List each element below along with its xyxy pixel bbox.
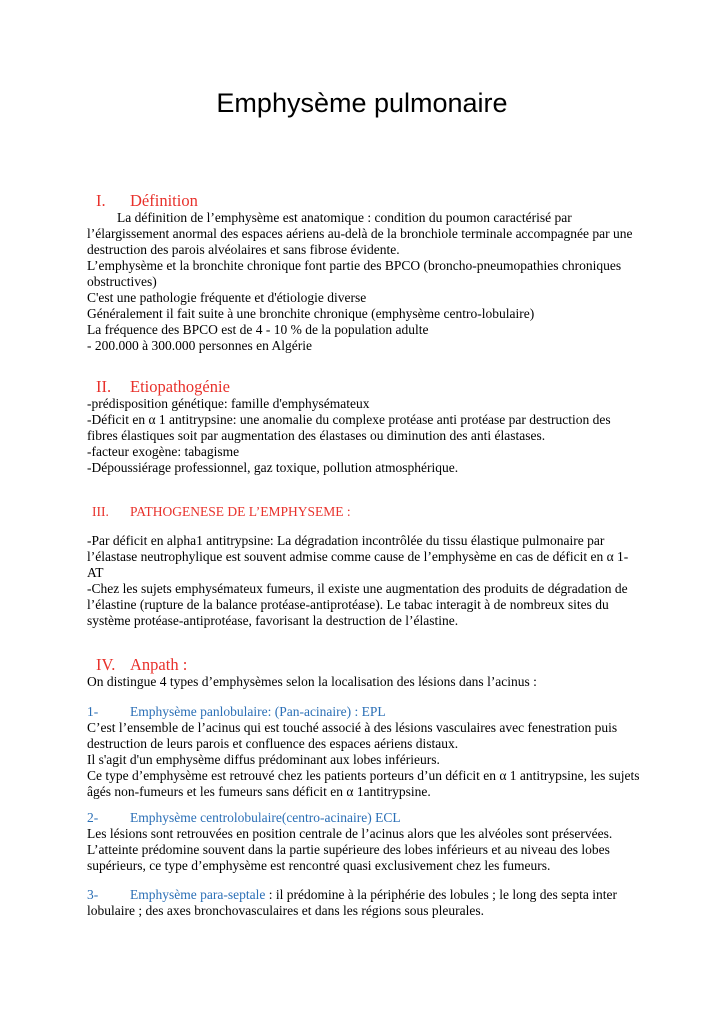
paragraph-line: lobulaire ; des axes bronchovasculaires et dans les régions sous pleurales. (87, 903, 485, 918)
section-number: III. (92, 504, 109, 519)
section-title: Anpath : (130, 655, 188, 674)
section-heading-anpath (96, 655, 187, 675)
anpath-intro (87, 674, 647, 690)
paragraph-line: l’élargissement anormal des espaces aériens au-delà de la bronchiole terminale accompagnée par une (87, 226, 633, 241)
paragraph-line: système protéase-antiprotéase, favorisant la destruction de l’élastine. (87, 613, 459, 628)
paragraph-line: obstructives) (87, 274, 157, 289)
section-body-etiopathogenie (87, 396, 647, 476)
paragraph-line: Il s'agit d'un emphysème diffus prédominant aux lobes inférieurs. (87, 752, 440, 767)
anpath-type-paraseptale (87, 887, 647, 919)
paragraph-line: l’élastase neutrophylique est souvent admise comme cause de l’emphysème en cas de déficit en α 1- (87, 549, 629, 564)
subheading-number: 1- (87, 704, 99, 719)
anpath-type-panlobulaire (87, 704, 647, 800)
subheading-number: 3- (87, 887, 99, 902)
paragraph-line: C'est une pathologie fréquente et d'étiologie diverse (87, 290, 367, 305)
section-heading-pathogenese (92, 504, 351, 520)
paragraph-line: l’élastine (rupture de la balance protéase-antiprotéase). Le tabac interagit à de nombreux sites du (87, 597, 609, 612)
paragraph-line: fibres élastiques soit par augmentation des élastases ou diminution des anti élastases. (87, 428, 546, 443)
section-title: Etiopathogénie (130, 377, 230, 396)
subheading-number: 2- (87, 810, 99, 825)
paragraph-line: - 200.000 à 300.000 personnes en Algérie (87, 338, 312, 353)
subheading-centrolobulaire (87, 810, 647, 826)
paragraph-line: AT (87, 565, 104, 580)
anpath-type-centrolobulaire (87, 810, 647, 874)
section-title: Définition (130, 191, 198, 210)
section-heading-definition (96, 191, 198, 211)
paragraph-line: -Déficit en α 1 antitrypsine: une anomalie du complexe protéase anti protéase par destruction des (87, 412, 611, 427)
paragraph-line: C’est l’ensemble de l’acinus qui est touché associé à des lésions vasculaires avec fenestration puis (87, 720, 618, 735)
paragraph-line: -Par déficit en alpha1 antitrypsine: La dégradation incontrôlée du tissu élastique pulmonaire par (87, 533, 605, 548)
subheading-title: Emphysème centrolobulaire(centro-acinaire) ECL (130, 810, 401, 825)
paragraph-line: -Chez les sujets emphysémateux fumeurs, il existe une augmentation des produits de dégradation de (87, 581, 628, 596)
paragraph-line: -prédisposition génétique: famille d'emphysémateux (87, 396, 370, 411)
paragraph-line: Généralement il fait suite à une bronchite chronique (emphysème centro-lobulaire) (87, 306, 535, 321)
subheading-continuation: : il prédomine à la périphérie des lobules ; le long des septa inter (265, 887, 617, 902)
section-number: I. (96, 191, 106, 210)
paragraph-line: L’emphysème et la bronchite chronique font partie des BPCO (broncho-pneumopathies chroniques (87, 258, 622, 273)
section-body-definition (87, 210, 647, 354)
document-title: Emphysème pulmonaire (216, 88, 508, 118)
paragraph-line: -Dépoussiérage professionnel, gaz toxique, pollution atmosphérique. (87, 460, 459, 475)
section-number: II. (96, 377, 112, 396)
paragraph-line: La fréquence des BPCO est de 4 - 10 % de la population adulte (87, 322, 429, 337)
paragraph-line: On distingue 4 types d’emphysèmes selon la localisation des lésions dans l’acinus : (87, 674, 537, 689)
subheading-panlobulaire (87, 704, 647, 720)
section-body-pathogenese (87, 533, 647, 629)
paragraph-line: Ce type d’emphysème est retrouvé chez les patients porteurs d’un déficit en α 1 antitrypsine, les sujets (87, 768, 640, 783)
subheading-paraseptale (87, 887, 647, 903)
paragraph-line: âgés non-fumeurs et les fumeurs sans déficit en α 1antitrypsine. (87, 784, 431, 799)
subheading-title: Emphysème para-septale (130, 887, 266, 902)
section-heading-etiopathogenie (96, 377, 230, 397)
subheading-title: Emphysème panlobulaire: (Pan-acinaire) : EPL (130, 704, 386, 719)
paragraph-line: L’atteinte prédomine souvent dans la partie supérieure des lobes inférieurs et au niveau des lobes (87, 842, 610, 857)
paragraph-line: -facteur exogène: tabagisme (87, 444, 240, 459)
section-title: PATHOGENESE DE L’EMPHYSEME : (130, 504, 351, 519)
paragraph-line: Les lésions sont retrouvées en position centrale de l’acinus alors que les alvéoles sont préservées. (87, 826, 613, 841)
paragraph-line: La définition de l’emphysème est anatomique : condition du poumon caractérisé par (117, 210, 572, 225)
paragraph-line: destruction de leurs parois et confluence des espaces aériens distaux. (87, 736, 459, 751)
paragraph-line: supérieurs, ce type d’emphysème est rencontré quasi exclusivement chez les fumeurs. (87, 858, 551, 873)
section-number: IV. (96, 655, 116, 674)
paragraph-line: destruction des parois alvéolaires et sans fibrose évidente. (87, 242, 400, 257)
